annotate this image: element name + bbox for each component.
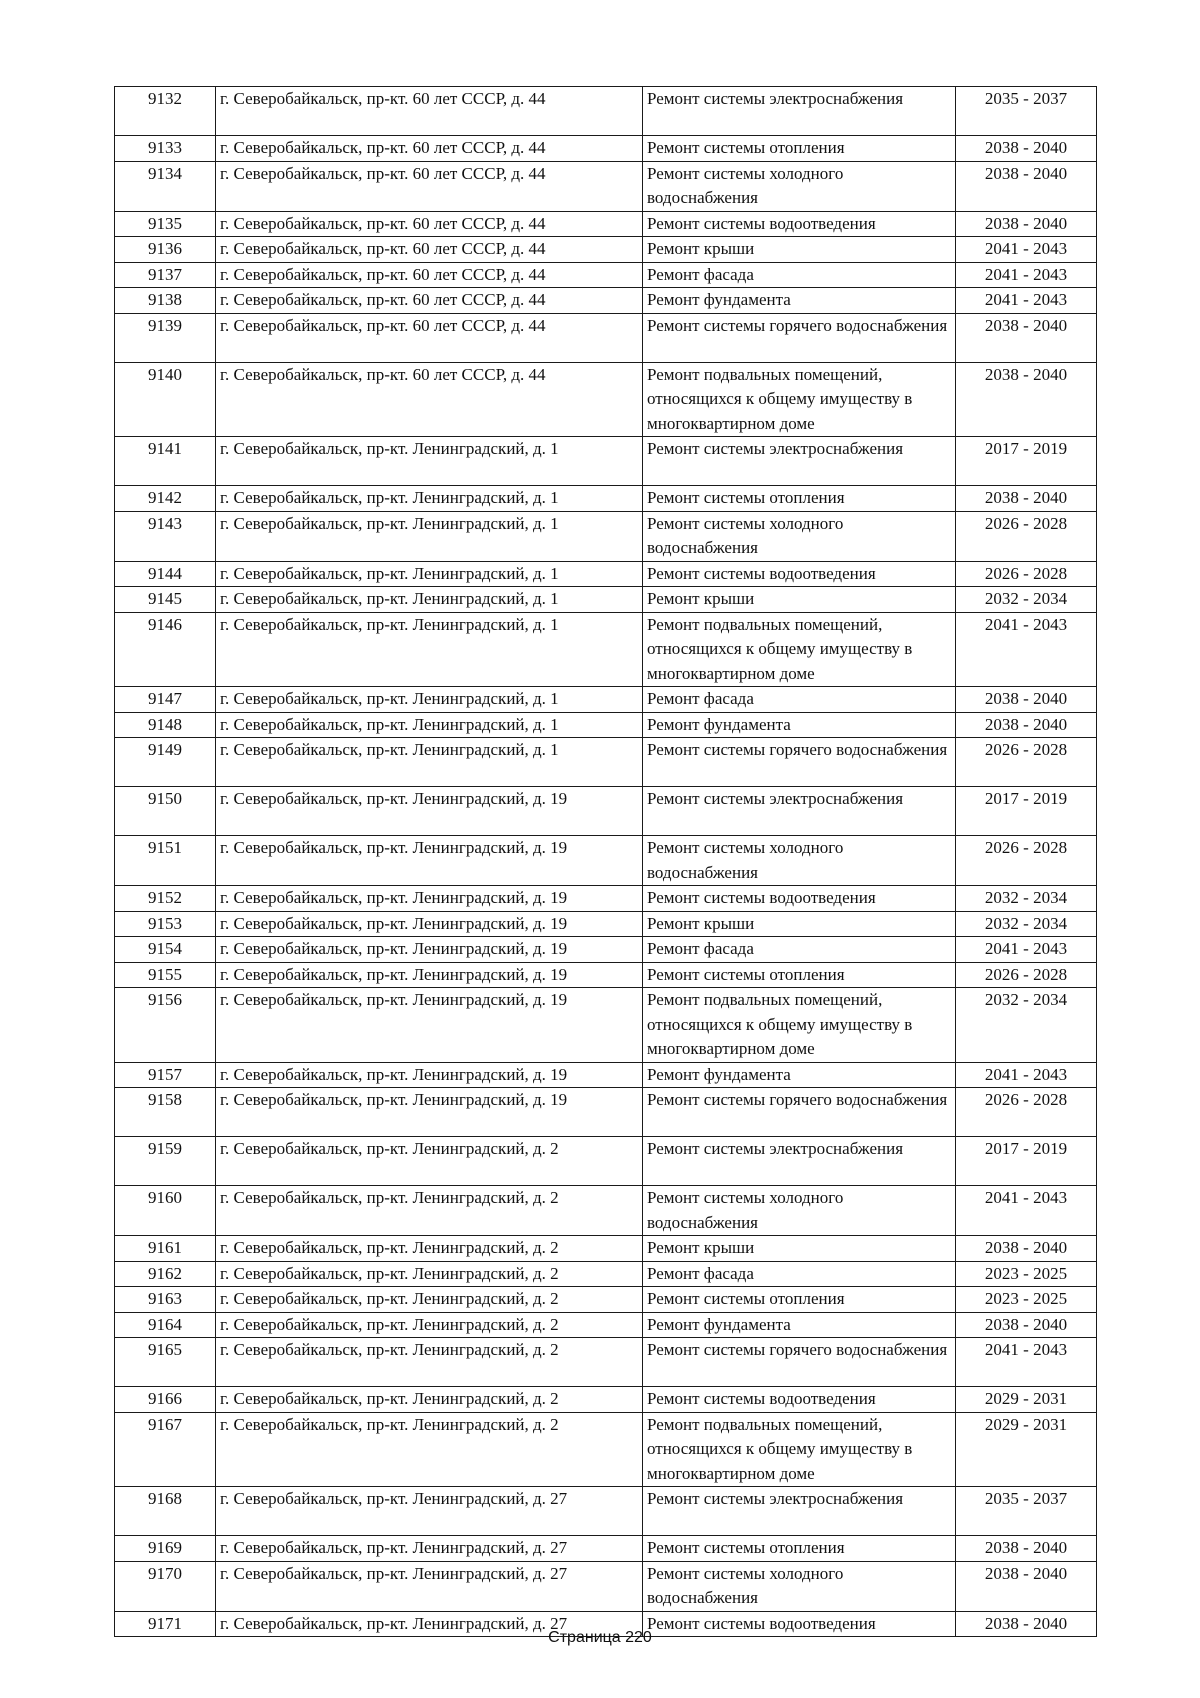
work-type-cell: Ремонт фасада bbox=[643, 1261, 956, 1287]
row-number: 9134 bbox=[115, 161, 216, 211]
address-cell: г. Северобайкальск, пр-кт. 60 лет СССР, д. 44 bbox=[216, 313, 643, 362]
row-number: 9135 bbox=[115, 211, 216, 237]
row-number: 9137 bbox=[115, 262, 216, 288]
period-cell: 2038 - 2040 bbox=[956, 136, 1097, 162]
work-type-cell: Ремонт системы отопления bbox=[643, 1536, 956, 1562]
row-number: 9152 bbox=[115, 886, 216, 912]
table-row bbox=[115, 1536, 1097, 1562]
address-cell: г. Северобайкальск, пр-кт. Ленинградский, д. 2 bbox=[216, 1387, 643, 1413]
work-type-cell: Ремонт системы электроснабжения bbox=[643, 1487, 956, 1536]
period-cell: 2041 - 2043 bbox=[956, 1186, 1097, 1236]
period-cell: 2038 - 2040 bbox=[956, 486, 1097, 512]
table-row bbox=[115, 1338, 1097, 1387]
work-type-cell: Ремонт системы водоотведения bbox=[643, 211, 956, 237]
row-number: 9161 bbox=[115, 1236, 216, 1262]
address-cell: г. Северобайкальск, пр-кт. Ленинградский, д. 2 bbox=[216, 1412, 643, 1487]
address-cell: г. Северобайкальск, пр-кт. Ленинградский, д. 2 bbox=[216, 1236, 643, 1262]
address-cell: г. Северобайкальск, пр-кт. Ленинградский, д. 19 bbox=[216, 911, 643, 937]
row-number: 9154 bbox=[115, 937, 216, 963]
row-number: 9139 bbox=[115, 313, 216, 362]
work-type-cell: Ремонт системы электроснабжения bbox=[643, 437, 956, 486]
table-row bbox=[115, 738, 1097, 787]
work-type-cell: Ремонт фасада bbox=[643, 687, 956, 713]
period-cell: 2038 - 2040 bbox=[956, 687, 1097, 713]
period-cell: 2032 - 2034 bbox=[956, 886, 1097, 912]
table-row bbox=[115, 937, 1097, 963]
row-number: 9140 bbox=[115, 362, 216, 437]
period-cell: 2041 - 2043 bbox=[956, 1062, 1097, 1088]
work-type-cell: Ремонт системы горячего водоснабжения bbox=[643, 313, 956, 362]
row-number: 9148 bbox=[115, 712, 216, 738]
address-cell: г. Северобайкальск, пр-кт. 60 лет СССР, д. 44 bbox=[216, 211, 643, 237]
work-type-cell: Ремонт системы водоотведения bbox=[643, 1387, 956, 1413]
table-row bbox=[115, 288, 1097, 314]
address-cell: г. Северобайкальск, пр-кт. Ленинградский, д. 19 bbox=[216, 1088, 643, 1137]
table-row bbox=[115, 1387, 1097, 1413]
address-cell: г. Северобайкальск, пр-кт. Ленинградский, д. 19 bbox=[216, 886, 643, 912]
period-cell: 2038 - 2040 bbox=[956, 1611, 1097, 1637]
table-row bbox=[115, 362, 1097, 437]
address-cell: г. Северобайкальск, пр-кт. Ленинградский, д. 27 bbox=[216, 1611, 643, 1637]
row-number: 9147 bbox=[115, 687, 216, 713]
row-number: 9150 bbox=[115, 787, 216, 836]
address-cell: г. Северобайкальск, пр-кт. Ленинградский, д. 19 bbox=[216, 836, 643, 886]
work-type-cell: Ремонт фундамента bbox=[643, 1312, 956, 1338]
row-number: 9164 bbox=[115, 1312, 216, 1338]
address-cell: г. Северобайкальск, пр-кт. 60 лет СССР, д. 44 bbox=[216, 161, 643, 211]
period-cell: 2038 - 2040 bbox=[956, 161, 1097, 211]
address-cell: г. Северобайкальск, пр-кт. Ленинградский, д. 27 bbox=[216, 1561, 643, 1611]
table-row bbox=[115, 87, 1097, 136]
table-row bbox=[115, 962, 1097, 988]
row-number: 9158 bbox=[115, 1088, 216, 1137]
address-cell: г. Северобайкальск, пр-кт. 60 лет СССР, д. 44 bbox=[216, 262, 643, 288]
table-row bbox=[115, 1287, 1097, 1313]
row-number: 9138 bbox=[115, 288, 216, 314]
work-type-cell: Ремонт системы электроснабжения bbox=[643, 787, 956, 836]
period-cell: 2041 - 2043 bbox=[956, 1338, 1097, 1387]
row-number: 9149 bbox=[115, 738, 216, 787]
row-number: 9146 bbox=[115, 612, 216, 687]
row-number: 9162 bbox=[115, 1261, 216, 1287]
work-type-cell: Ремонт крыши bbox=[643, 911, 956, 937]
work-type-cell: Ремонт системы электроснабжения bbox=[643, 87, 956, 136]
table-row bbox=[115, 1088, 1097, 1137]
work-type-cell: Ремонт системы отопления bbox=[643, 486, 956, 512]
period-cell: 2038 - 2040 bbox=[956, 362, 1097, 437]
table-row bbox=[115, 1312, 1097, 1338]
period-cell: 2038 - 2040 bbox=[956, 1312, 1097, 1338]
table-row bbox=[115, 687, 1097, 713]
work-type-cell: Ремонт подвальных помещений, относящихся к общему имуществу в многоквартирном доме bbox=[643, 612, 956, 687]
period-cell: 2017 - 2019 bbox=[956, 1137, 1097, 1186]
address-cell: г. Северобайкальск, пр-кт. Ленинградский, д. 1 bbox=[216, 687, 643, 713]
period-cell: 2041 - 2043 bbox=[956, 288, 1097, 314]
address-cell: г. Северобайкальск, пр-кт. Ленинградский, д. 1 bbox=[216, 437, 643, 486]
table-row bbox=[115, 1137, 1097, 1186]
address-cell: г. Северобайкальск, пр-кт. 60 лет СССР, д. 44 bbox=[216, 136, 643, 162]
row-number: 9166 bbox=[115, 1387, 216, 1413]
period-cell: 2026 - 2028 bbox=[956, 511, 1097, 561]
address-cell: г. Северобайкальск, пр-кт. Ленинградский, д. 1 bbox=[216, 511, 643, 561]
address-cell: г. Северобайкальск, пр-кт. Ленинградский, д. 19 bbox=[216, 787, 643, 836]
address-cell: г. Северобайкальск, пр-кт. Ленинградский, д. 1 bbox=[216, 612, 643, 687]
row-number: 9171 bbox=[115, 1611, 216, 1637]
table-row bbox=[115, 237, 1097, 263]
work-type-cell: Ремонт системы водоотведения bbox=[643, 561, 956, 587]
work-type-cell: Ремонт системы холодного водоснабжения bbox=[643, 511, 956, 561]
table-row bbox=[115, 1062, 1097, 1088]
work-type-cell: Ремонт системы холодного водоснабжения bbox=[643, 836, 956, 886]
table-row bbox=[115, 211, 1097, 237]
period-cell: 2032 - 2034 bbox=[956, 587, 1097, 613]
period-cell: 2029 - 2031 bbox=[956, 1387, 1097, 1413]
table-row bbox=[115, 437, 1097, 486]
period-cell: 2017 - 2019 bbox=[956, 437, 1097, 486]
period-cell: 2038 - 2040 bbox=[956, 712, 1097, 738]
row-number: 9136 bbox=[115, 237, 216, 263]
address-cell: г. Северобайкальск, пр-кт. Ленинградский, д. 2 bbox=[216, 1186, 643, 1236]
period-cell: 2038 - 2040 bbox=[956, 1561, 1097, 1611]
row-number: 9142 bbox=[115, 486, 216, 512]
work-type-cell: Ремонт системы отопления bbox=[643, 962, 956, 988]
work-type-cell: Ремонт фасада bbox=[643, 937, 956, 963]
row-number: 9167 bbox=[115, 1412, 216, 1487]
work-type-cell: Ремонт подвальных помещений, относящихся к общему имуществу в многоквартирном доме bbox=[643, 362, 956, 437]
row-number: 9133 bbox=[115, 136, 216, 162]
work-type-cell: Ремонт крыши bbox=[643, 237, 956, 263]
table-row bbox=[115, 486, 1097, 512]
table-row bbox=[115, 1261, 1097, 1287]
work-type-cell: Ремонт системы водоотведения bbox=[643, 1611, 956, 1637]
row-number: 9141 bbox=[115, 437, 216, 486]
table-row bbox=[115, 612, 1097, 687]
address-cell: г. Северобайкальск, пр-кт. Ленинградский, д. 1 bbox=[216, 738, 643, 787]
work-type-cell: Ремонт системы отопления bbox=[643, 136, 956, 162]
table-row bbox=[115, 1186, 1097, 1236]
address-cell: г. Северобайкальск, пр-кт. Ленинградский, д. 19 bbox=[216, 988, 643, 1063]
work-type-cell: Ремонт системы электроснабжения bbox=[643, 1137, 956, 1186]
work-type-cell: Ремонт крыши bbox=[643, 1236, 956, 1262]
work-type-cell: Ремонт системы холодного водоснабжения bbox=[643, 1561, 956, 1611]
work-type-cell: Ремонт фундамента bbox=[643, 288, 956, 314]
period-cell: 2038 - 2040 bbox=[956, 211, 1097, 237]
table-body bbox=[115, 87, 1097, 1637]
row-number: 9151 bbox=[115, 836, 216, 886]
row-number: 9160 bbox=[115, 1186, 216, 1236]
table-row bbox=[115, 313, 1097, 362]
table-row bbox=[115, 587, 1097, 613]
table-row bbox=[115, 1487, 1097, 1536]
address-cell: г. Северобайкальск, пр-кт. Ленинградский, д. 2 bbox=[216, 1338, 643, 1387]
address-cell: г. Северобайкальск, пр-кт. 60 лет СССР, д. 44 bbox=[216, 237, 643, 263]
table-row bbox=[115, 161, 1097, 211]
address-cell: г. Северобайкальск, пр-кт. 60 лет СССР, д. 44 bbox=[216, 288, 643, 314]
address-cell: г. Северобайкальск, пр-кт. Ленинградский, д. 19 bbox=[216, 1062, 643, 1088]
row-number: 9144 bbox=[115, 561, 216, 587]
work-type-cell: Ремонт системы горячего водоснабжения bbox=[643, 1338, 956, 1387]
row-number: 9156 bbox=[115, 988, 216, 1063]
work-type-cell: Ремонт крыши bbox=[643, 587, 956, 613]
period-cell: 2026 - 2028 bbox=[956, 1088, 1097, 1137]
table-row bbox=[115, 988, 1097, 1063]
table-row bbox=[115, 1561, 1097, 1611]
row-number: 9165 bbox=[115, 1338, 216, 1387]
page-number: Страница 220 bbox=[548, 1629, 652, 1646]
address-cell: г. Северобайкальск, пр-кт. Ленинградский, д. 19 bbox=[216, 962, 643, 988]
table-row bbox=[115, 1412, 1097, 1487]
period-cell: 2026 - 2028 bbox=[956, 561, 1097, 587]
row-number: 9168 bbox=[115, 1487, 216, 1536]
address-cell: г. Северобайкальск, пр-кт. Ленинградский, д. 27 bbox=[216, 1487, 643, 1536]
work-type-cell: Ремонт подвальных помещений, относящихся к общему имуществу в многоквартирном доме bbox=[643, 1412, 956, 1487]
address-cell: г. Северобайкальск, пр-кт. Ленинградский, д. 2 bbox=[216, 1137, 643, 1186]
row-number: 9159 bbox=[115, 1137, 216, 1186]
period-cell: 2041 - 2043 bbox=[956, 262, 1097, 288]
period-cell: 2038 - 2040 bbox=[956, 1536, 1097, 1562]
work-type-cell: Ремонт подвальных помещений, относящихся к общему имуществу в многоквартирном доме bbox=[643, 988, 956, 1063]
table-row bbox=[115, 886, 1097, 912]
address-cell: г. Северобайкальск, пр-кт. 60 лет СССР, д. 44 bbox=[216, 362, 643, 437]
row-number: 9145 bbox=[115, 587, 216, 613]
table-row bbox=[115, 262, 1097, 288]
row-number: 9157 bbox=[115, 1062, 216, 1088]
work-type-cell: Ремонт системы горячего водоснабжения bbox=[643, 738, 956, 787]
period-cell: 2041 - 2043 bbox=[956, 937, 1097, 963]
row-number: 9170 bbox=[115, 1561, 216, 1611]
period-cell: 2026 - 2028 bbox=[956, 738, 1097, 787]
period-cell: 2038 - 2040 bbox=[956, 1236, 1097, 1262]
table-row bbox=[115, 787, 1097, 836]
address-cell: г. Северобайкальск, пр-кт. Ленинградский, д. 19 bbox=[216, 937, 643, 963]
address-cell: г. Северобайкальск, пр-кт. Ленинградский, д. 27 bbox=[216, 1536, 643, 1562]
period-cell: 2017 - 2019 bbox=[956, 787, 1097, 836]
period-cell: 2026 - 2028 bbox=[956, 962, 1097, 988]
table-row bbox=[115, 911, 1097, 937]
work-type-cell: Ремонт системы холодного водоснабжения bbox=[643, 161, 956, 211]
table-row bbox=[115, 712, 1097, 738]
work-type-cell: Ремонт системы отопления bbox=[643, 1287, 956, 1313]
table-row bbox=[115, 561, 1097, 587]
period-cell: 2032 - 2034 bbox=[956, 911, 1097, 937]
period-cell: 2029 - 2031 bbox=[956, 1412, 1097, 1487]
address-cell: г. Северобайкальск, пр-кт. 60 лет СССР, д. 44 bbox=[216, 87, 643, 136]
address-cell: г. Северобайкальск, пр-кт. Ленинградский, д. 1 bbox=[216, 561, 643, 587]
table-row bbox=[115, 136, 1097, 162]
period-cell: 2041 - 2043 bbox=[956, 612, 1097, 687]
address-cell: г. Северобайкальск, пр-кт. Ленинградский, д. 2 bbox=[216, 1261, 643, 1287]
period-cell: 2032 - 2034 bbox=[956, 988, 1097, 1063]
address-cell: г. Северобайкальск, пр-кт. Ленинградский, д. 1 bbox=[216, 712, 643, 738]
row-number: 9169 bbox=[115, 1536, 216, 1562]
address-cell: г. Северобайкальск, пр-кт. Ленинградский, д. 1 bbox=[216, 486, 643, 512]
work-type-cell: Ремонт фасада bbox=[643, 262, 956, 288]
repair-schedule-table bbox=[114, 86, 1097, 1637]
table-row bbox=[115, 836, 1097, 886]
row-number: 9155 bbox=[115, 962, 216, 988]
work-type-cell: Ремонт системы водоотведения bbox=[643, 886, 956, 912]
address-cell: г. Северобайкальск, пр-кт. Ленинградский, д. 2 bbox=[216, 1312, 643, 1338]
address-cell: г. Северобайкальск, пр-кт. Ленинградский, д. 2 bbox=[216, 1287, 643, 1313]
address-cell: г. Северобайкальск, пр-кт. Ленинградский, д. 1 bbox=[216, 587, 643, 613]
work-type-cell: Ремонт фундамента bbox=[643, 1062, 956, 1088]
row-number: 9163 bbox=[115, 1287, 216, 1313]
period-cell: 2035 - 2037 bbox=[956, 1487, 1097, 1536]
row-number: 9143 bbox=[115, 511, 216, 561]
table-row bbox=[115, 511, 1097, 561]
work-type-cell: Ремонт фундамента bbox=[643, 712, 956, 738]
work-type-cell: Ремонт системы горячего водоснабжения bbox=[643, 1088, 956, 1137]
table-row bbox=[115, 1236, 1097, 1262]
row-number: 9153 bbox=[115, 911, 216, 937]
period-cell: 2038 - 2040 bbox=[956, 313, 1097, 362]
period-cell: 2026 - 2028 bbox=[956, 836, 1097, 886]
row-number: 9132 bbox=[115, 87, 216, 136]
period-cell: 2023 - 2025 bbox=[956, 1261, 1097, 1287]
period-cell: 2035 - 2037 bbox=[956, 87, 1097, 136]
work-type-cell: Ремонт системы холодного водоснабжения bbox=[643, 1186, 956, 1236]
period-cell: 2041 - 2043 bbox=[956, 237, 1097, 263]
period-cell: 2023 - 2025 bbox=[956, 1287, 1097, 1313]
